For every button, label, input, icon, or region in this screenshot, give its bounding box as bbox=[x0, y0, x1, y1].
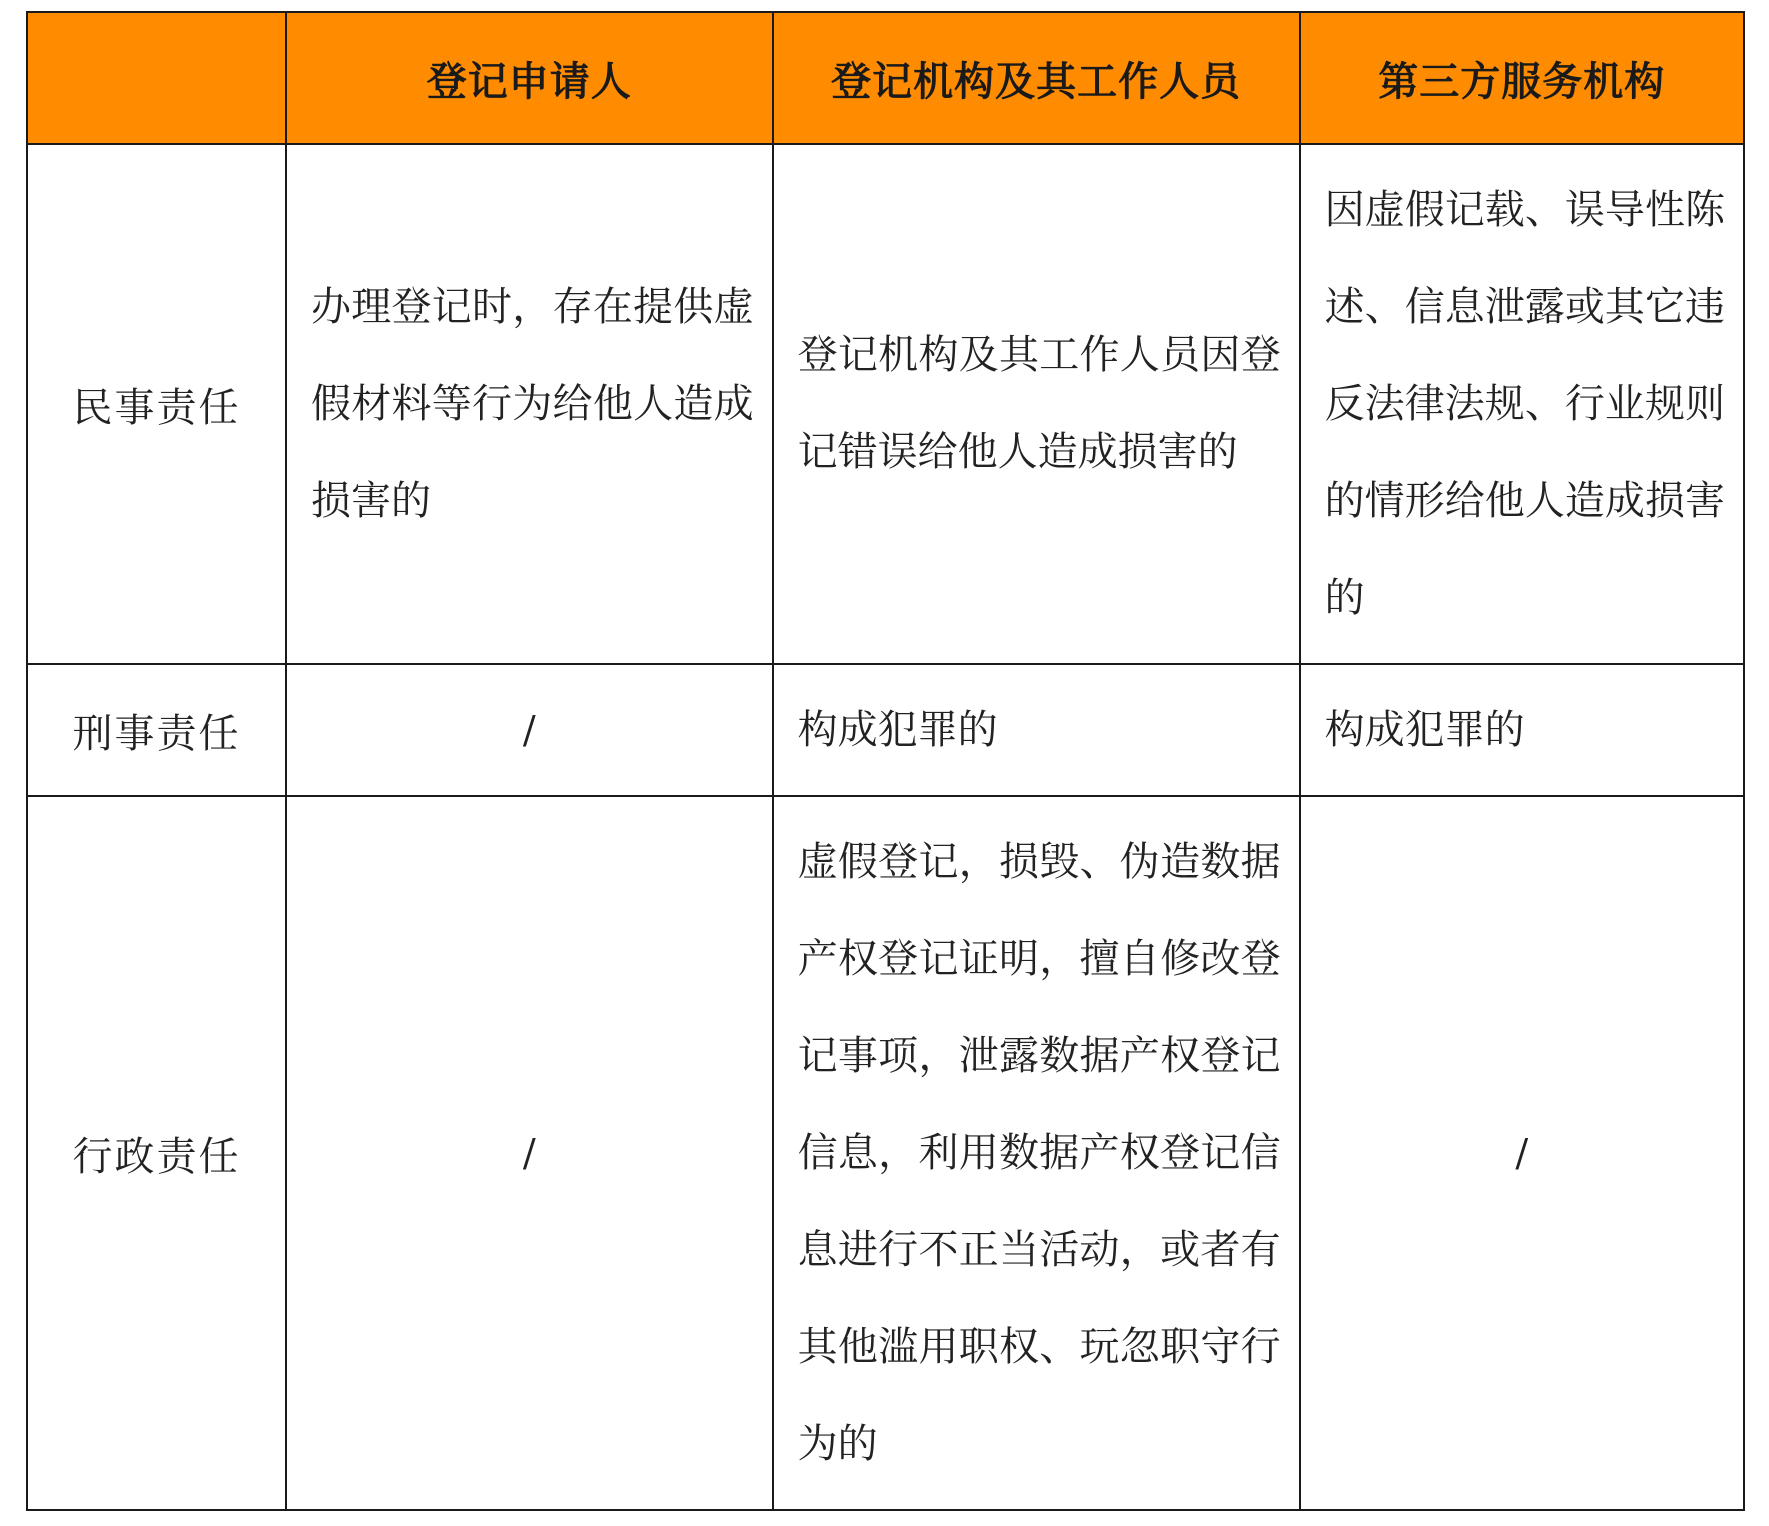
liability-table bbox=[26, 11, 1745, 1511]
header-registrar: 登记机构及其工作人员 bbox=[773, 12, 1300, 144]
header-third-party: 第三方服务机构 bbox=[1300, 12, 1744, 144]
cell-civil-registrar: 登记机构及其工作人员因登记错误给他人造成损害的 bbox=[773, 144, 1300, 664]
cell-criminal-registrar: 构成犯罪的 bbox=[773, 664, 1300, 796]
row-label-criminal: 刑事责任 bbox=[27, 664, 286, 796]
cell-criminal-applicant: / bbox=[286, 664, 773, 796]
header-applicant: 登记申请人 bbox=[286, 12, 773, 144]
table-row-criminal bbox=[27, 664, 1744, 796]
cell-civil-third-party: 因虚假记载、误导性陈述、信息泄露或其它违反法律法规、行业规则的情形给他人造成损害的 bbox=[1300, 144, 1744, 664]
table-row-civil bbox=[27, 144, 1744, 664]
cell-criminal-third-party: 构成犯罪的 bbox=[1300, 664, 1744, 796]
cell-administrative-applicant: / bbox=[286, 796, 773, 1510]
table-row-administrative bbox=[27, 796, 1744, 1510]
header-row bbox=[27, 12, 1744, 144]
row-label-civil: 民事责任 bbox=[27, 144, 286, 664]
row-label-administrative: 行政责任 bbox=[27, 796, 286, 1510]
cell-civil-applicant: 办理登记时，存在提供虚假材料等行为给他人造成损害的 bbox=[286, 144, 773, 664]
header-corner-cell bbox=[27, 12, 286, 144]
cell-administrative-third-party: / bbox=[1300, 796, 1744, 1510]
cell-administrative-registrar: 虚假登记，损毁、伪造数据产权登记证明，擅自修改登记事项，泄露数据产权登记信息，利用数据产权登记信息进行不正当活动，或者有其他滥用职权、玩忽职守行为的 bbox=[773, 796, 1300, 1510]
